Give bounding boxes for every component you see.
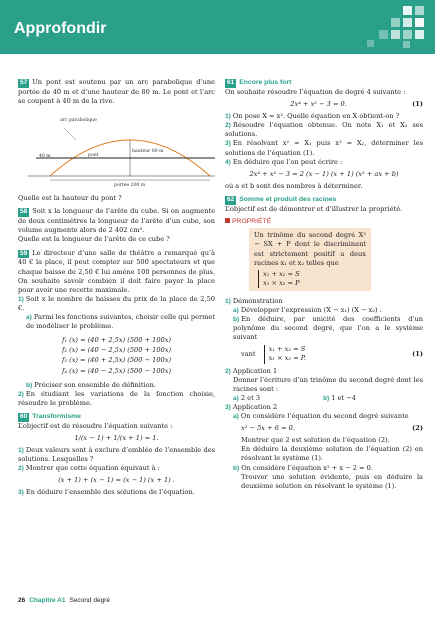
function-f1: f₁ (x) = (40 + 2,5x) (500 + 100x)	[61, 336, 172, 345]
question-1a: Parmi les fonctions suivantes, choisir celle qui permet de modéliser le problème.	[26, 313, 215, 331]
exercise-58	[18, 207, 215, 244]
equation-2: (x + 1) + (x − 1) = (x − 1) (x + 1) .	[58, 476, 175, 485]
demo-system-line-1: x₁ + x₂ = S	[268, 345, 306, 354]
exercise-text: Le directeur d’une salle de théâtre a remarqué qu’à 40 € la place, il peut compter sur 500 spectateurs et que chaque baisse de 2,50 € lui amène 100 personnes de plus. On souhaite savoir combien il doit faire payer la place pour avoir une recette maximale.	[18, 248, 215, 294]
figure-label-bank: 40 m	[39, 154, 51, 160]
arc-pointer	[64, 128, 76, 140]
function-f2: f₂ (x) = (40 − 2,5x) (500 + 100x)	[61, 346, 172, 355]
exercise-59: 59 Le directeur d’une salle de théâtre a remarqué qu’à 40 € la place, il peut compter sur 500 spectateurs et que chaque baisse de 2,50 € lui amène 100 personnes de plus. On souhaite savoir combien il doit faire payer la place pour avoir une recette maximale. 1) Soit x le nombre de baisses du prix de la place de 2,50 €. a) Parmi les fonctions suivantes, choisir celle qui permet de modéliser le problème. f₁ (x) = (40 + 2,5x) (500 + 100x) f₂ (x) = (40 − 2,5x) (500 + 100x) f₃ (x) = (40 + 2,5x) (500 − 100x) f₄ (x) = (40 − 2,5x) (500 − 100x) b) Préciser son ensemble de définition. 2) En étudiant les variations de la fonction choisie, résoudre le problème.	[18, 248, 215, 407]
question-1b: Préciser son ensemble de définition.	[34, 380, 156, 389]
function-f4: f₄ (x) = (40 − 2,5x) (500 − 100x)	[61, 366, 172, 375]
part-2-text: Donner l’écriture d’un trinôme du second degré dont les racines sont :	[233, 375, 423, 393]
exercise-question: Quelle est la longueur de l’arête de ce cube ?	[18, 235, 170, 244]
property-box	[249, 228, 371, 291]
figure-label-span: portée 200 m	[114, 183, 146, 189]
part-3: Application 2	[232, 402, 278, 411]
page-title: Approfondir	[14, 20, 107, 37]
page-footer	[18, 597, 110, 606]
exercise-number: 62	[227, 195, 235, 203]
exercise-57-question: Quelle est la hauteur du pont ?	[18, 194, 122, 203]
demo-system-line-2: x₁ × x₂ = P.	[268, 354, 306, 363]
question-2: En étudiant les variations de la fonction choisie, résoudre le problème.	[18, 389, 215, 407]
part-2a: 2 et 3	[240, 393, 261, 402]
equation: 1/(x − 1) + 1/(x + 1) = 1.	[74, 433, 159, 442]
part-3b-2: Trouver une solution évidente, puis en déduire la deuxième solution en résolvant le système (1).	[241, 472, 423, 490]
system-lead: vant	[241, 349, 256, 358]
exercise-title: Transformisme	[32, 412, 81, 420]
property-text: Un trinôme du second degré X² − SX + P dont le discriminant est strictement positif a deux racines x₁ et x₂ telles que	[254, 231, 366, 267]
part-3a: On considère l’équation du second degré suivante	[240, 412, 409, 421]
property-system	[258, 270, 366, 288]
exercise-number: 60	[20, 412, 28, 420]
function-f3: f₃ (x) = (40 + 2,5x) (500 − 100x)	[61, 356, 172, 365]
exercise-intro: L’objectif est de résoudre l’équation suivante :	[18, 421, 173, 430]
equation-4: 2x⁴ + x² − 3 = 2 (x − 1) (x + 1) (x² + ax + b)	[249, 169, 399, 178]
page-header	[0, 0, 435, 54]
part-3a-3: En déduire la deuxième solution de l’équation (2) en résolvant le système (1).	[241, 445, 423, 463]
exercise-number: 58	[20, 208, 28, 216]
exercise-number: 59	[20, 249, 28, 257]
exercise-57	[18, 78, 215, 106]
exercise-title: Somme et produit des racines	[239, 195, 337, 203]
question-3: En déduire l’ensemble des solutions de l’équation.	[25, 488, 195, 497]
question-1: Deux valeurs sont à exclure d’emblée de l’ensemble des solutions. Lesquelles ?	[18, 446, 215, 464]
exercise-text: Soit x la longueur de l’arête du cube. Si on augmente de deux centimètres la longueur de l’arête d’un cube, son volume augmente alors de 2 402 cm³.	[18, 207, 215, 235]
equation-2-row	[225, 424, 423, 433]
bridge-figure	[18, 110, 215, 190]
equation: 2x⁴ + x² − 3 = 0.	[290, 100, 347, 109]
right-column	[225, 78, 423, 495]
left-column	[18, 78, 215, 502]
exercise-number: 57	[20, 79, 28, 86]
question-2: Résoudre l’équation obtenue. On note X₁ et X₂ ses solutions.	[225, 121, 423, 139]
part-1: Démonstration	[232, 296, 283, 305]
part-1b: En déduire, par unicité des coefficients d’un polynôme du second degré, que l’on a le système suivant	[233, 315, 423, 342]
figure-label-bridge: pont	[88, 153, 99, 159]
equation-2: x² − 5x + 6 = 0.	[241, 424, 295, 433]
equation-number: (1)	[412, 100, 423, 109]
equation-row	[225, 100, 423, 109]
exercise-intro: On souhaite résoudre l’équation de degré 4 suivante :	[225, 87, 406, 96]
part-1a: Développer l’expression (X − x₁) (X − x₂) .	[240, 306, 382, 314]
demo-system	[264, 345, 413, 363]
exercise-title: Encore plus fort	[239, 79, 292, 86]
question-1: Soit x le nombre de baisses du prix de la place de 2,50 €.	[18, 294, 215, 312]
part-3a-2: Montrer que 2 est solution de l’équation (2).	[241, 436, 390, 445]
figure-label-height: hauteur 80 m	[132, 149, 164, 155]
part-3b: On considère l’équation x² + x − 2 = 0.	[241, 463, 373, 472]
page-number: 26	[18, 597, 26, 604]
question-4: En déduire que l’on peut écrire :	[232, 157, 343, 166]
exercise-61: 61 Encore plus fort On souhaite résoudre l’équation de degré 4 suivante : 2x⁴ + x² − 3 = 0. (1) 1) On pose X = x². Quelle équation en X obtient-on ? 2) Résoudre l’équation obtenue. On note X₁ et X₂ ses solutions. 3) En résolvant x² = X₁ puis x² = X₂, déterminer les solutions de l’équation (1). 4) En déduire que l’on peut écrire : 2x⁴ + x² − 3 = 2 (x − 1) (x + 1) (x² + ax + b) où a et b sont des nombres à déterminer.	[225, 79, 423, 190]
chapter-label: Chapitre A1	[29, 597, 66, 604]
question-3: En résolvant x² = X₁ puis x² = X₂, déterminer les solutions de l’équation (1).	[225, 139, 423, 157]
system-row	[225, 345, 423, 363]
property-heading	[225, 217, 423, 226]
figure-label-arc: arc parabolique	[60, 118, 97, 124]
exercise-number: 61	[227, 79, 235, 86]
part-2b: 1 et −4	[331, 393, 356, 402]
part-2-options: a) 2 et 3 b) 1 et −4	[233, 393, 356, 402]
chapter-title: Second degré	[69, 597, 110, 604]
decorative-squares	[359, 4, 429, 50]
exercise-intro: L’objectif est de démontrer et d’illustrer la propriété.	[225, 204, 403, 213]
exercise-60: 60 Transformisme L’objectif est de résoudre l’équation suivante : 1/(x − 1) + 1/(x + 1) = 1. 1) Deux valeurs sont à exclure d’emblée de l’ensemble des solutions. Lesquelles ? 2) Montrer que cette équation équivaut à : (x + 1) + (x − 1) = (x − 1) (x + 1) . 3) En déduire l’ensemble des solutions de l’équation.	[18, 412, 215, 497]
system-line-2: x₁ × x₂ = P	[263, 278, 300, 287]
question-4-end: où a et b sont des nombres à déterminer.	[225, 181, 363, 190]
property-title: PROPRIÉTÉ	[232, 217, 272, 225]
equation-2-number: (2)	[412, 424, 423, 433]
exercise-62: 62 Somme et produit des racines L’objectif est de démontrer et d’illustrer la propriété. PROPRIÉTÉ Un trinôme du second degré X² − SX + P dont le discriminant est strictement positif a deux racines x₁ et x₂ telles que x₁ + x₂ = S x₁ × x₂ = P 1) Démonstration a) Développer l’expression (X − x₁) (X − x₂) . b) En déduire, par unicité des coefficients d’un polynôme du second degré, que l’on a le système suivant vant x₁ + x₂ = S x₁ × x₂ = P. (1) 2) Application 1 Donner l’écriture d’un trinôme du second degré dont les racines sont : a) 2 et 3 b) 1 et −4 3) Application 2 a) On considère l’équation du second degré suivante x² − 5x + 6 = 0. (2) Montrer que 2 est solution de l’équation (2). En déduire la deuxième solution de l’équation (2) en résolvant le système (1). b) On considère l’équation x² + x − 2 = 0. Trouver une solution évidente, puis en déduire la deuxième solution en résolvant le système (1).	[225, 195, 423, 490]
question-1: On pose X = x². Quelle équation en X obtient-on ?	[232, 112, 400, 121]
system-number: (1)	[412, 349, 423, 358]
square-bullet-icon	[225, 218, 230, 223]
part-2: Application 1	[232, 366, 278, 375]
system-line-1: x₁ + x₂ = S	[263, 269, 300, 278]
question-2: Montrer que cette équation équivaut à :	[25, 464, 160, 473]
exercise-text: Un pont est soutenu par un arc parabolique d’une portée de 40 m et d’une hauteur de 80 m. Le pont et l’arc se coupent à 40 m de la rive.	[18, 78, 215, 106]
